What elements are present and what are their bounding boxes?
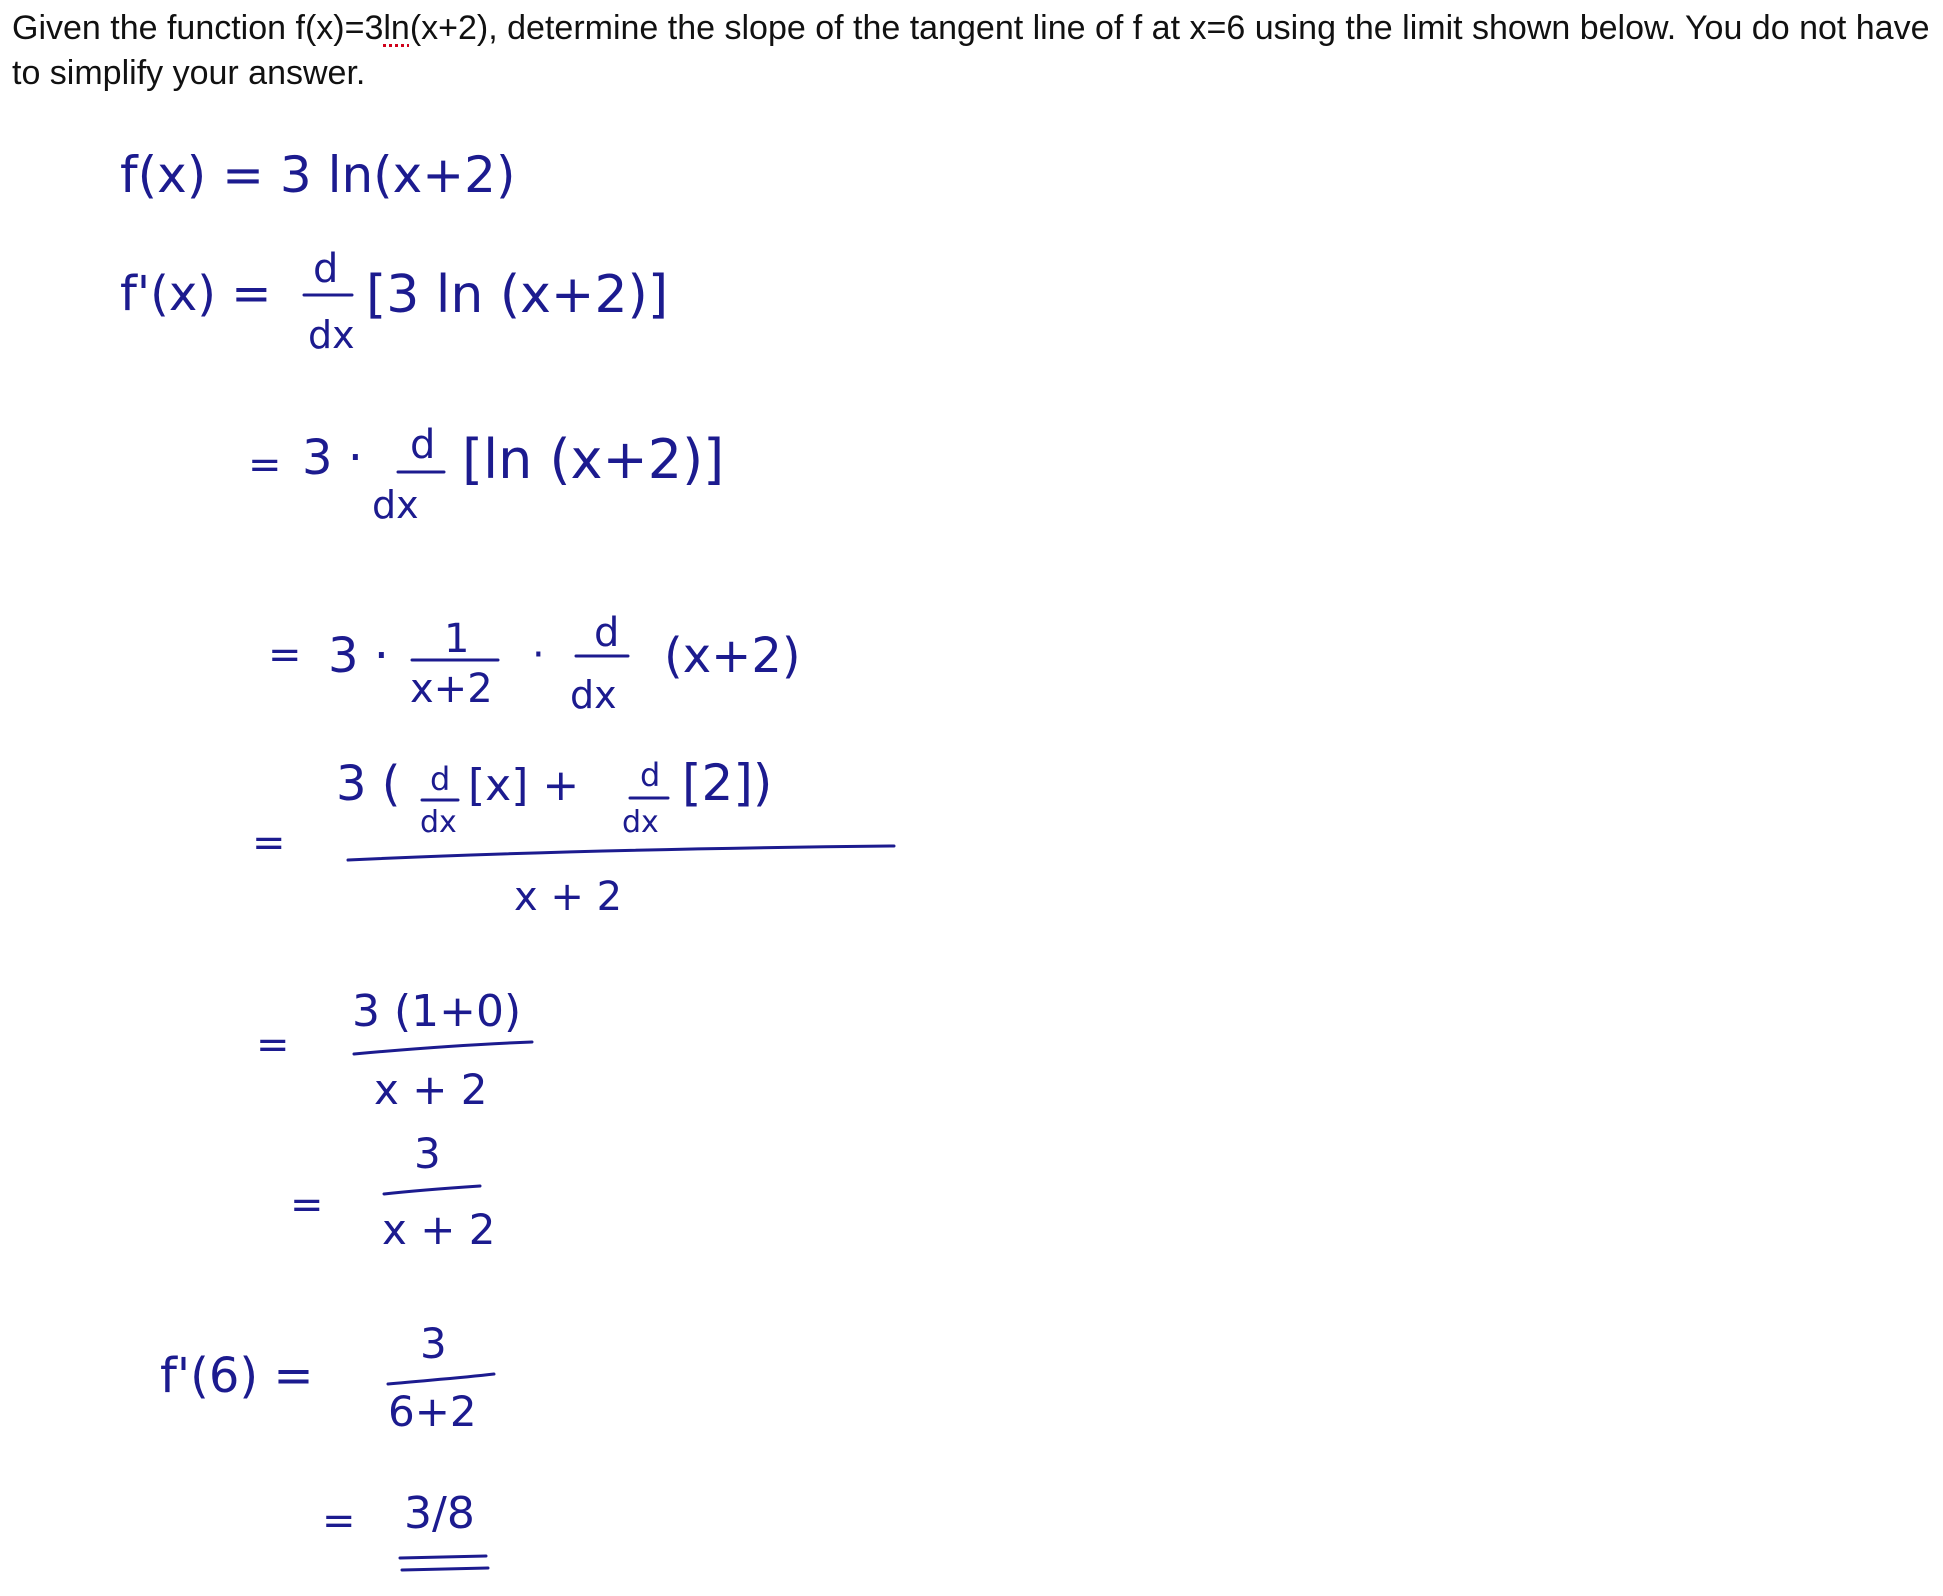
hw-line2-d: d — [313, 246, 339, 292]
hw-line2-dx: dx — [308, 313, 355, 357]
hw-line3-three: 3 · — [302, 430, 364, 486]
hw-line5-frac-bar — [348, 846, 894, 860]
hw-line6-eq: = — [256, 1022, 290, 1068]
hw-line8-lhs: f'(6) = — [160, 1348, 314, 1404]
hw-line7-num: 3 — [414, 1129, 441, 1178]
hw-line5-dx1: dx — [420, 805, 457, 840]
hw-line8-den: 6+2 — [388, 1387, 477, 1436]
hw-line6-den: x + 2 — [374, 1065, 488, 1114]
hw-line3-eq: = — [248, 442, 282, 488]
hw-line5-d1: d — [430, 760, 451, 798]
hw-line5-dx2: dx — [622, 805, 659, 840]
hw-line3-d: d — [410, 422, 436, 468]
hw-answer: 3/8 — [404, 1488, 475, 1539]
hw-line6-num: 3 (1+0) — [352, 986, 522, 1037]
hw-line9-eq: = — [322, 1498, 356, 1544]
hw-line-function: f(x) = 3 ln(x+2) — [120, 146, 516, 204]
hw-line4-den: x+2 — [410, 666, 493, 712]
hw-line2-bracket: [3 ln (x+2)] — [366, 265, 669, 325]
hw-answer-underline-1 — [400, 1556, 486, 1558]
spellcheck-underlined-word: ln — [383, 9, 410, 47]
hw-line3-bracket: [ln (x+2)] — [462, 428, 725, 491]
hw-line8-frac-bar — [388, 1374, 494, 1384]
hw-line4-dot: · — [532, 632, 545, 678]
hw-line7-eq: = — [290, 1182, 324, 1228]
hw-line7-frac-bar — [384, 1186, 480, 1194]
hw-answer-underline-2 — [402, 1568, 488, 1570]
hw-line5-three: 3 ( — [336, 756, 401, 812]
hw-line5-2: [2]) — [682, 754, 773, 812]
hw-line7-den: x + 2 — [382, 1205, 496, 1254]
hw-line5-eq: = — [252, 820, 286, 866]
hw-line5-den: x + 2 — [514, 874, 623, 920]
hw-line4-eq: = — [268, 632, 302, 678]
hw-line8-num: 3 — [420, 1319, 447, 1368]
question-text-before: Given the function f(x)=3 — [12, 9, 384, 47]
hw-line4-num: 1 — [444, 616, 470, 662]
question-text-after: (x+2), determine the slope of the tangent line of f at x=6 using the limit shown below. You do not have to simplify your answer. — [12, 9, 1930, 92]
hw-line5-d2: d — [640, 756, 661, 794]
hw-line4-three: 3 · — [328, 628, 390, 684]
hw-line2-lhs: f'(x) = — [120, 266, 272, 322]
hw-line4-d: d — [594, 610, 620, 656]
hw-line5-x: [x] + — [468, 760, 580, 811]
hw-line4-tail: (x+2) — [664, 628, 801, 684]
hw-line6-frac-bar — [354, 1042, 532, 1054]
hw-line4-dx: dx — [570, 673, 617, 717]
hw-line3-dx: dx — [372, 483, 419, 527]
